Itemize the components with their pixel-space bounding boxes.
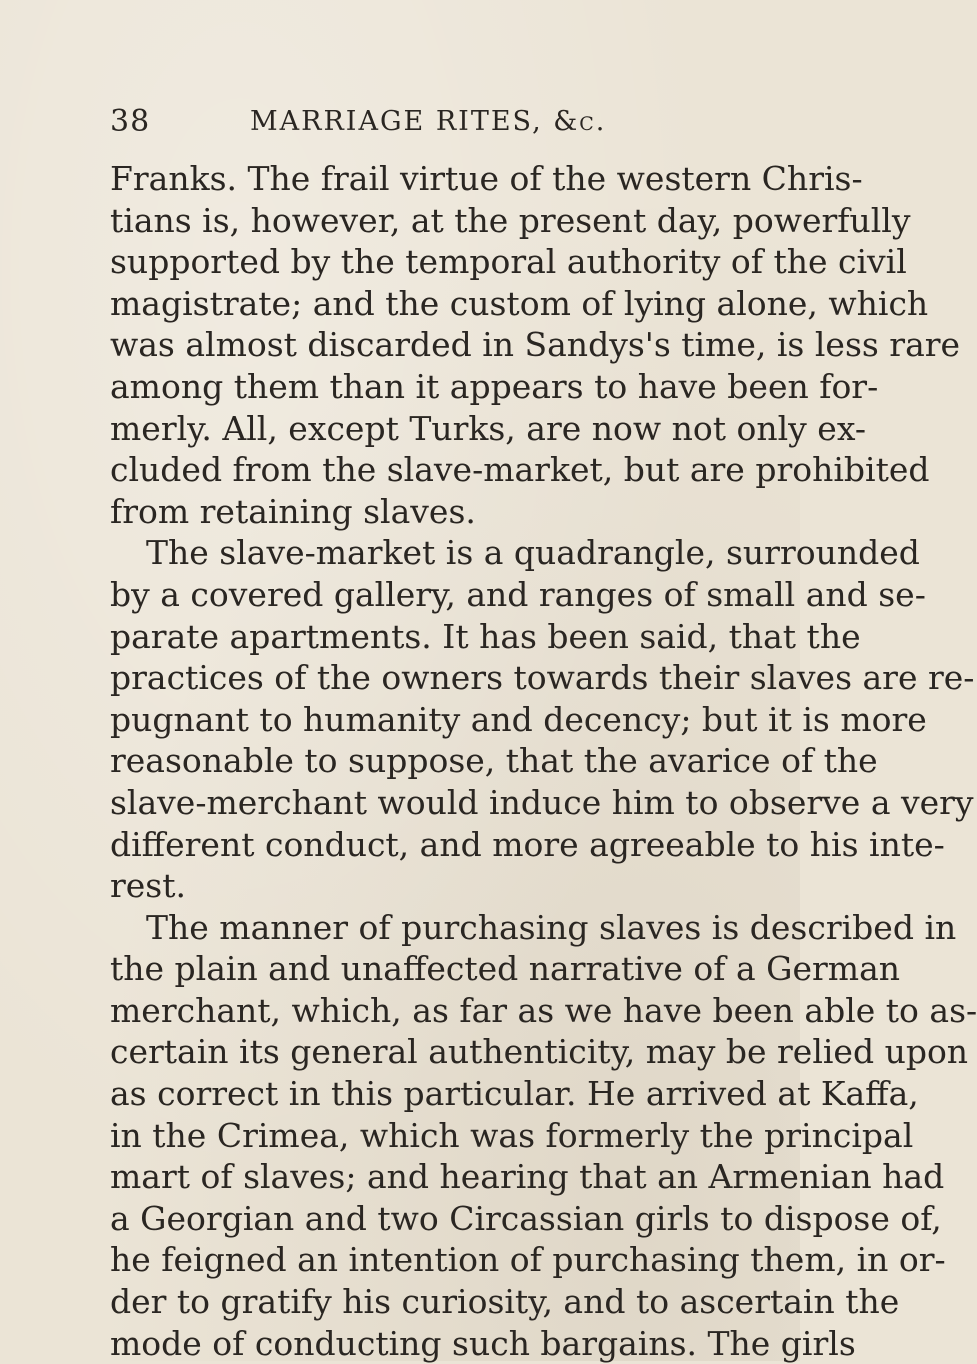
text-line: The manner of purchasing slaves is described in bbox=[146, 907, 957, 947]
text-line: merly. All, except Turks, are now not only ex- bbox=[110, 408, 867, 448]
running-head: MARRIAGE RITES, &c. bbox=[250, 106, 607, 137]
text-line: tians is, however, at the present day, powerfully bbox=[110, 200, 911, 240]
text-line: different conduct, and more agreeable to his inte- bbox=[110, 824, 945, 864]
text-line: he feigned an intention of purchasing them, in or- bbox=[110, 1240, 946, 1280]
text-line: was almost discarded in Sandys's time, is less rare bbox=[110, 325, 961, 365]
text-line: by a covered gallery, and ranges of small and se- bbox=[110, 574, 926, 614]
page-header bbox=[110, 104, 750, 144]
text-line: among them than it appears to have been for- bbox=[110, 366, 879, 406]
text-line: merchant, which, as far as we have been able to as- bbox=[110, 990, 977, 1030]
text-line: der to gratify his curiosity, and to ascertain the bbox=[110, 1282, 900, 1322]
text-line: mart of slaves; and hearing that an Armenian had bbox=[110, 1157, 945, 1197]
text-line: reasonable to suppose, that the avarice of the bbox=[110, 741, 878, 781]
text-line: in the Crimea, which was formerly the principal bbox=[110, 1115, 914, 1155]
text-line: cluded from the slave-market, but are prohibited bbox=[110, 450, 930, 490]
text-line: practices of the owners towards their slaves are re- bbox=[110, 658, 975, 698]
text-line: a Georgian and two Circassian girls to dispose of, bbox=[110, 1198, 942, 1238]
text-line: mode of conducting such bargains. The girls bbox=[110, 1323, 856, 1363]
text-line: from retaining slaves. bbox=[110, 491, 476, 531]
body-text bbox=[110, 158, 977, 1364]
text-line: Franks. The frail virtue of the western Chris- bbox=[110, 159, 863, 198]
text-line: magistrate; and the custom of lying alone, which bbox=[110, 283, 929, 323]
page-number: 38 bbox=[110, 104, 151, 139]
text-line: as correct in this particular. He arrived at Kaffa, bbox=[110, 1074, 919, 1114]
text-line: certain its general authenticity, may be relied upon bbox=[110, 1032, 969, 1072]
text-line: the plain and unaffected narrative of a German bbox=[110, 949, 901, 989]
text-line: slave-merchant would induce him to observe a very bbox=[110, 782, 974, 822]
text-line: supported by the temporal authority of the civil bbox=[110, 242, 907, 282]
text-line: pugnant to humanity and decency; but it is more bbox=[110, 699, 927, 739]
text-line: The slave-market is a quadrangle, surrounded bbox=[146, 533, 920, 573]
text-line: rest. bbox=[110, 866, 186, 906]
text-line: parate apartments. It has been said, that the bbox=[110, 616, 861, 656]
